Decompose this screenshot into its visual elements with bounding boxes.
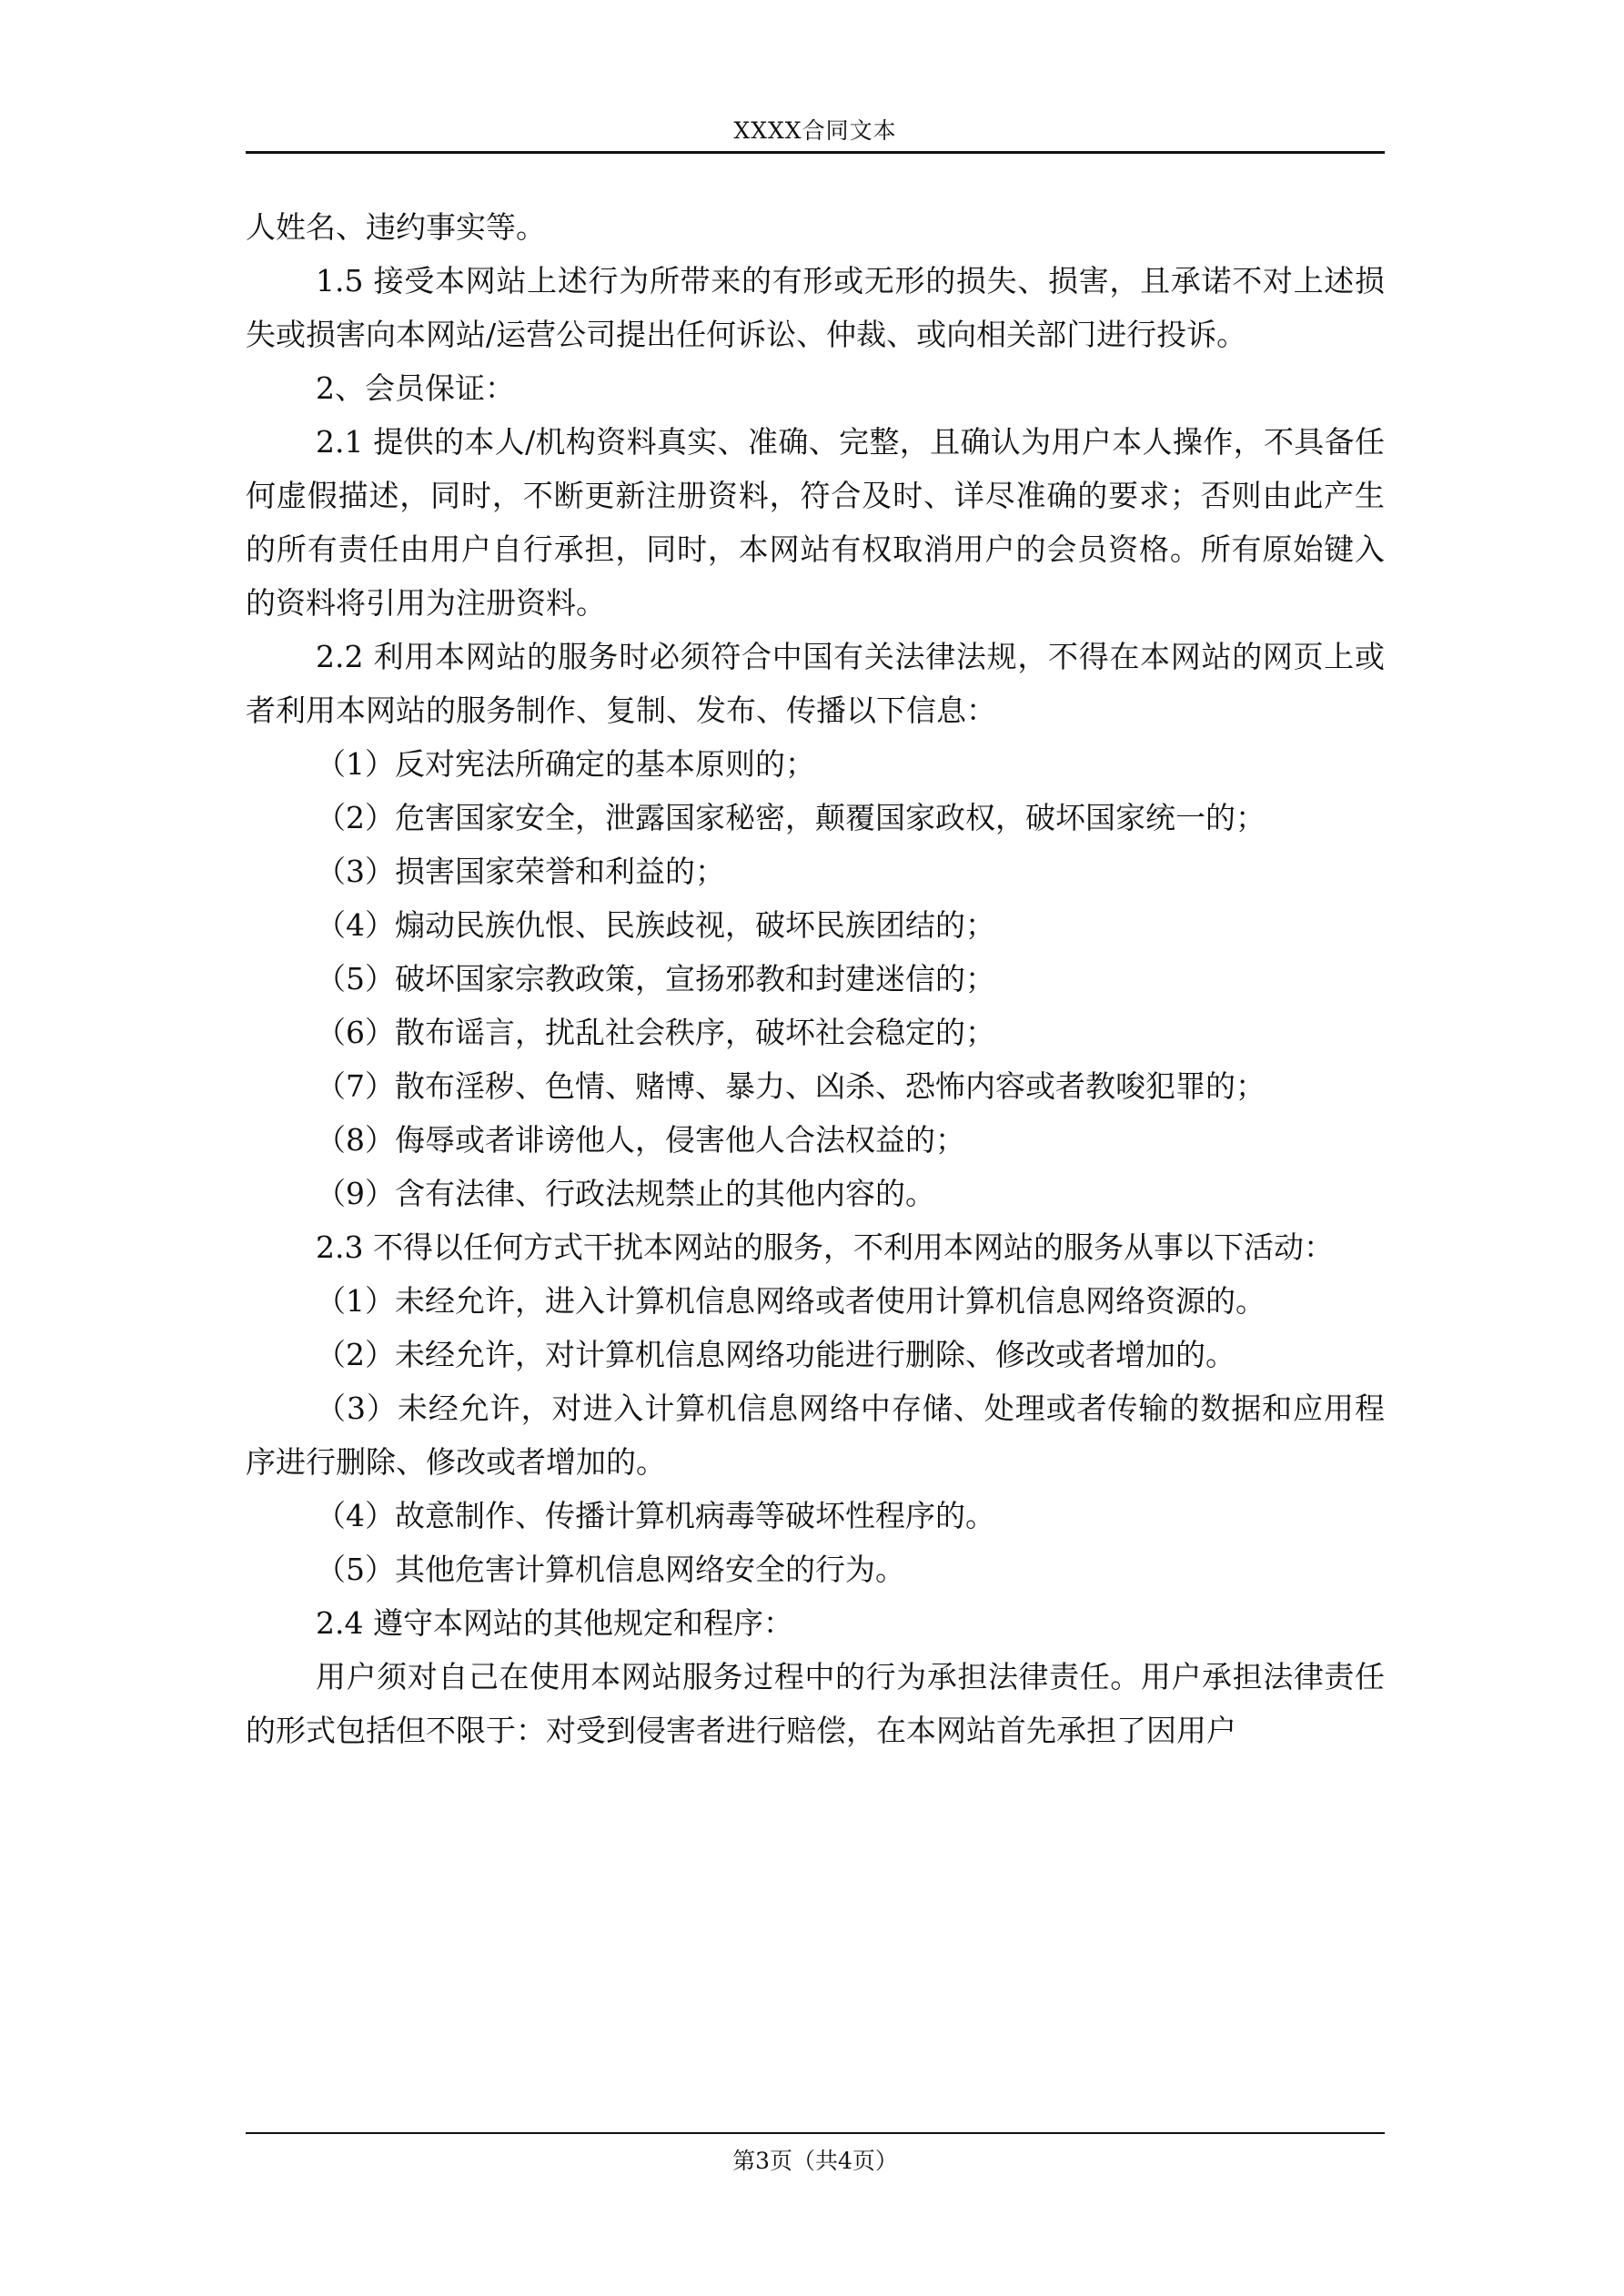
paragraph: 用户须对自己在使用本网站服务过程中的行为承担法律责任。用户承担法律责任的形式包括但不限于：对受到侵害者进行赔偿，在本网站首先承担了因用户 [246, 1659, 1385, 1748]
list-item: （5）其他危害计算机信息网络安全的行为。 [316, 1552, 905, 1587]
list-item: （3）损害国家荣誉和利益的； [316, 854, 725, 889]
page-number: 第3页（共4页） [732, 2148, 898, 2174]
document-body [246, 200, 1385, 1757]
paragraph: 1.5 接受本网站上述行为所带来的有形或无形的损失、损害，且承诺不对上述损失或损害向本网站/运营公司提出任何诉讼、仲裁、或向相关部门进行投诉。 [246, 263, 1385, 352]
list-item: （8）侮辱或者诽谤他人，侵害他人合法权益的； [316, 1122, 965, 1158]
paragraph: 人姓名、违约事实等。 [246, 209, 546, 245]
list-item: （5）破坏国家宗教政策，宣扬邪教和封建迷信的； [316, 961, 995, 996]
list-item: （1）反对宪法所确定的基本原则的； [316, 746, 815, 782]
list-item: （7）散布淫秽、色情、赌博、暴力、凶杀、恐怖内容或者教唆犯罪的； [316, 1068, 1266, 1104]
list-item: （4）煽动民族仇恨、民族歧视，破坏民族团结的； [316, 907, 995, 943]
page-header [246, 111, 1385, 154]
paragraph: 2.4 遵守本网站的其他规定和程序： [316, 1605, 793, 1641]
list-item: （3）未经允许，对进入计算机信息网络中存储、处理或者传输的数据和应用程序进行删除、修改或者增加的。 [246, 1391, 1385, 1480]
list-item: （4）故意制作、传播计算机病毒等破坏性程序的。 [316, 1498, 995, 1533]
list-item: （2）未经允许，对计算机信息网络功能进行删除、修改或者增加的。 [316, 1337, 1236, 1372]
list-item: （6）散布谣言，扰乱社会秩序，破坏社会稳定的； [316, 1015, 995, 1050]
page-footer [246, 2132, 1385, 2176]
list-item: （1）未经允许，进入计算机信息网络或者使用计算机信息网络资源的。 [316, 1283, 1266, 1319]
list-item: （2）危害国家安全，泄露国家秘密，颠覆国家政权，破坏国家统一的； [316, 800, 1266, 835]
list-item: （9）含有法律、行政法规禁止的其他内容的。 [316, 1176, 935, 1211]
header-title: XXXX合同文本 [733, 117, 897, 144]
paragraph: 2.1 提供的本人/机构资料真实、准确、完整，且确认为用户本人操作，不具备任何虚假描述，同时，不断更新注册资料，符合及时、详尽准确的要求；否则由此产生的所有责任由用户自行承担，同时，本网站有权取消用户的会员资格。所有原始键入的资料将引用为注册资料。 [246, 424, 1385, 621]
paragraph: 2.3 不得以任何方式干扰本网站的服务，不利用本网站的服务从事以下活动： [316, 1229, 1334, 1265]
paragraph: 2.2 利用本网站的服务时必须符合中国有关法律法规，不得在本网站的网页上或者利用本网站的服务制作、复制、发布、传播以下信息： [246, 639, 1385, 728]
section-heading: 2、会员保证： [316, 370, 515, 406]
